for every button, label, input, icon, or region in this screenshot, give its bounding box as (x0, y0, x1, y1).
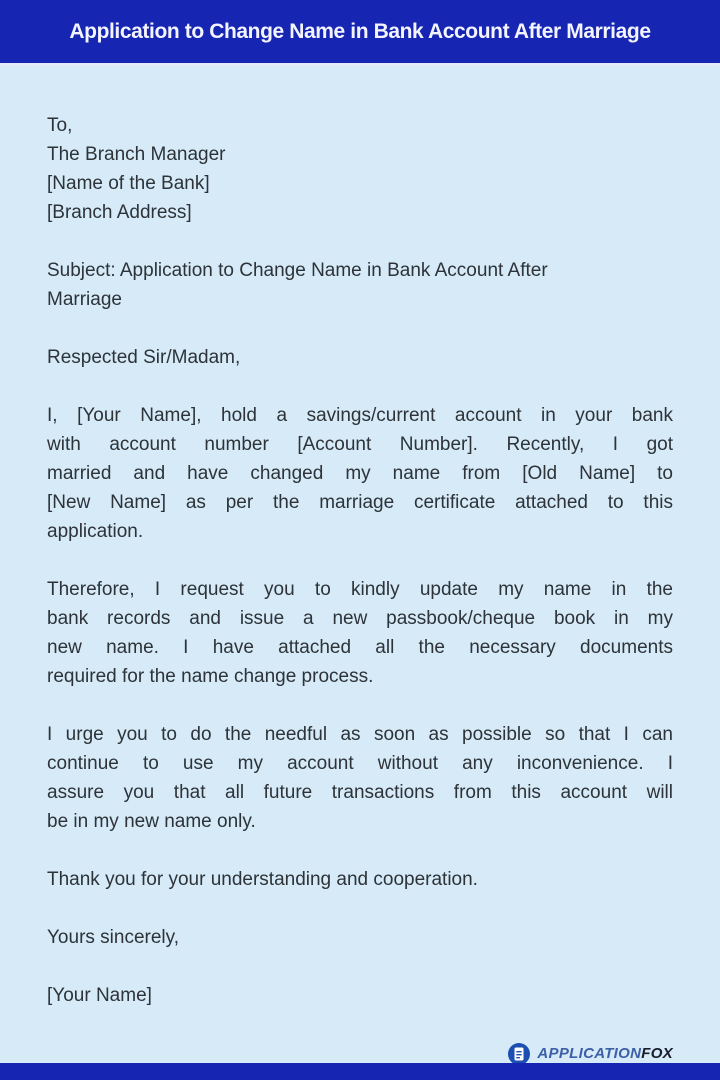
text-line: Therefore, I request you to kindly update my name in the (47, 579, 673, 600)
text-line: The Branch Manager (47, 144, 226, 165)
signature-placeholder: [Your Name] (47, 985, 152, 1006)
applicationfox-document-icon (508, 1043, 530, 1064)
text-line: new name. I have attached all the necessary documents (47, 637, 673, 658)
text-line: continue to use my account without any inconvenience. I (47, 753, 673, 774)
text-line: Subject: Application to Change Name in Bank Account After (47, 260, 548, 281)
header-banner (0, 0, 720, 66)
text-line: married and have changed my name from [Old Name] to (47, 463, 673, 484)
subject-line (47, 256, 673, 314)
text-line: I urge you to do the needful as soon as possible so that I can (47, 724, 673, 745)
text-line: required for the name change process. (47, 666, 374, 687)
thanks-line: Thank you for your understanding and cooperation. (47, 869, 478, 890)
text-line: Marriage (47, 289, 122, 310)
recipient-address (47, 111, 673, 227)
letter-body (0, 69, 720, 1063)
text-line: I, [Your Name], hold a savings/current account in your bank (47, 405, 673, 426)
salutation: Respected Sir/Madam, (47, 347, 241, 368)
brand-wordmark (537, 1039, 673, 1063)
text-line: [New Name] as per the marriage certificate attached to this (47, 492, 673, 513)
footer-brand (47, 1039, 673, 1063)
bottom-border-strip (0, 1063, 720, 1080)
brand-prefix: APPLICATION (537, 1045, 642, 1062)
text-line: [Name of the Bank] (47, 173, 210, 194)
text-line: To, (47, 115, 73, 136)
brand-suffix: FOX (641, 1045, 673, 1062)
text-line: be in my new name only. (47, 811, 256, 832)
text-line: [Branch Address] (47, 202, 192, 223)
paragraph-3 (47, 720, 673, 836)
text-line: application. (47, 521, 144, 542)
page-title: Application to Change Name in Bank Account After Marriage (69, 19, 651, 43)
paragraph-1 (47, 401, 673, 546)
text-line: with account number [Account Number]. Recently, I got (47, 434, 673, 455)
closing-line: Yours sincerely, (47, 927, 180, 948)
paragraph-2 (47, 575, 673, 691)
text-line: assure you that all future transactions from this account will (47, 782, 673, 803)
text-line: bank records and issue a new passbook/cheque book in my (47, 608, 673, 629)
